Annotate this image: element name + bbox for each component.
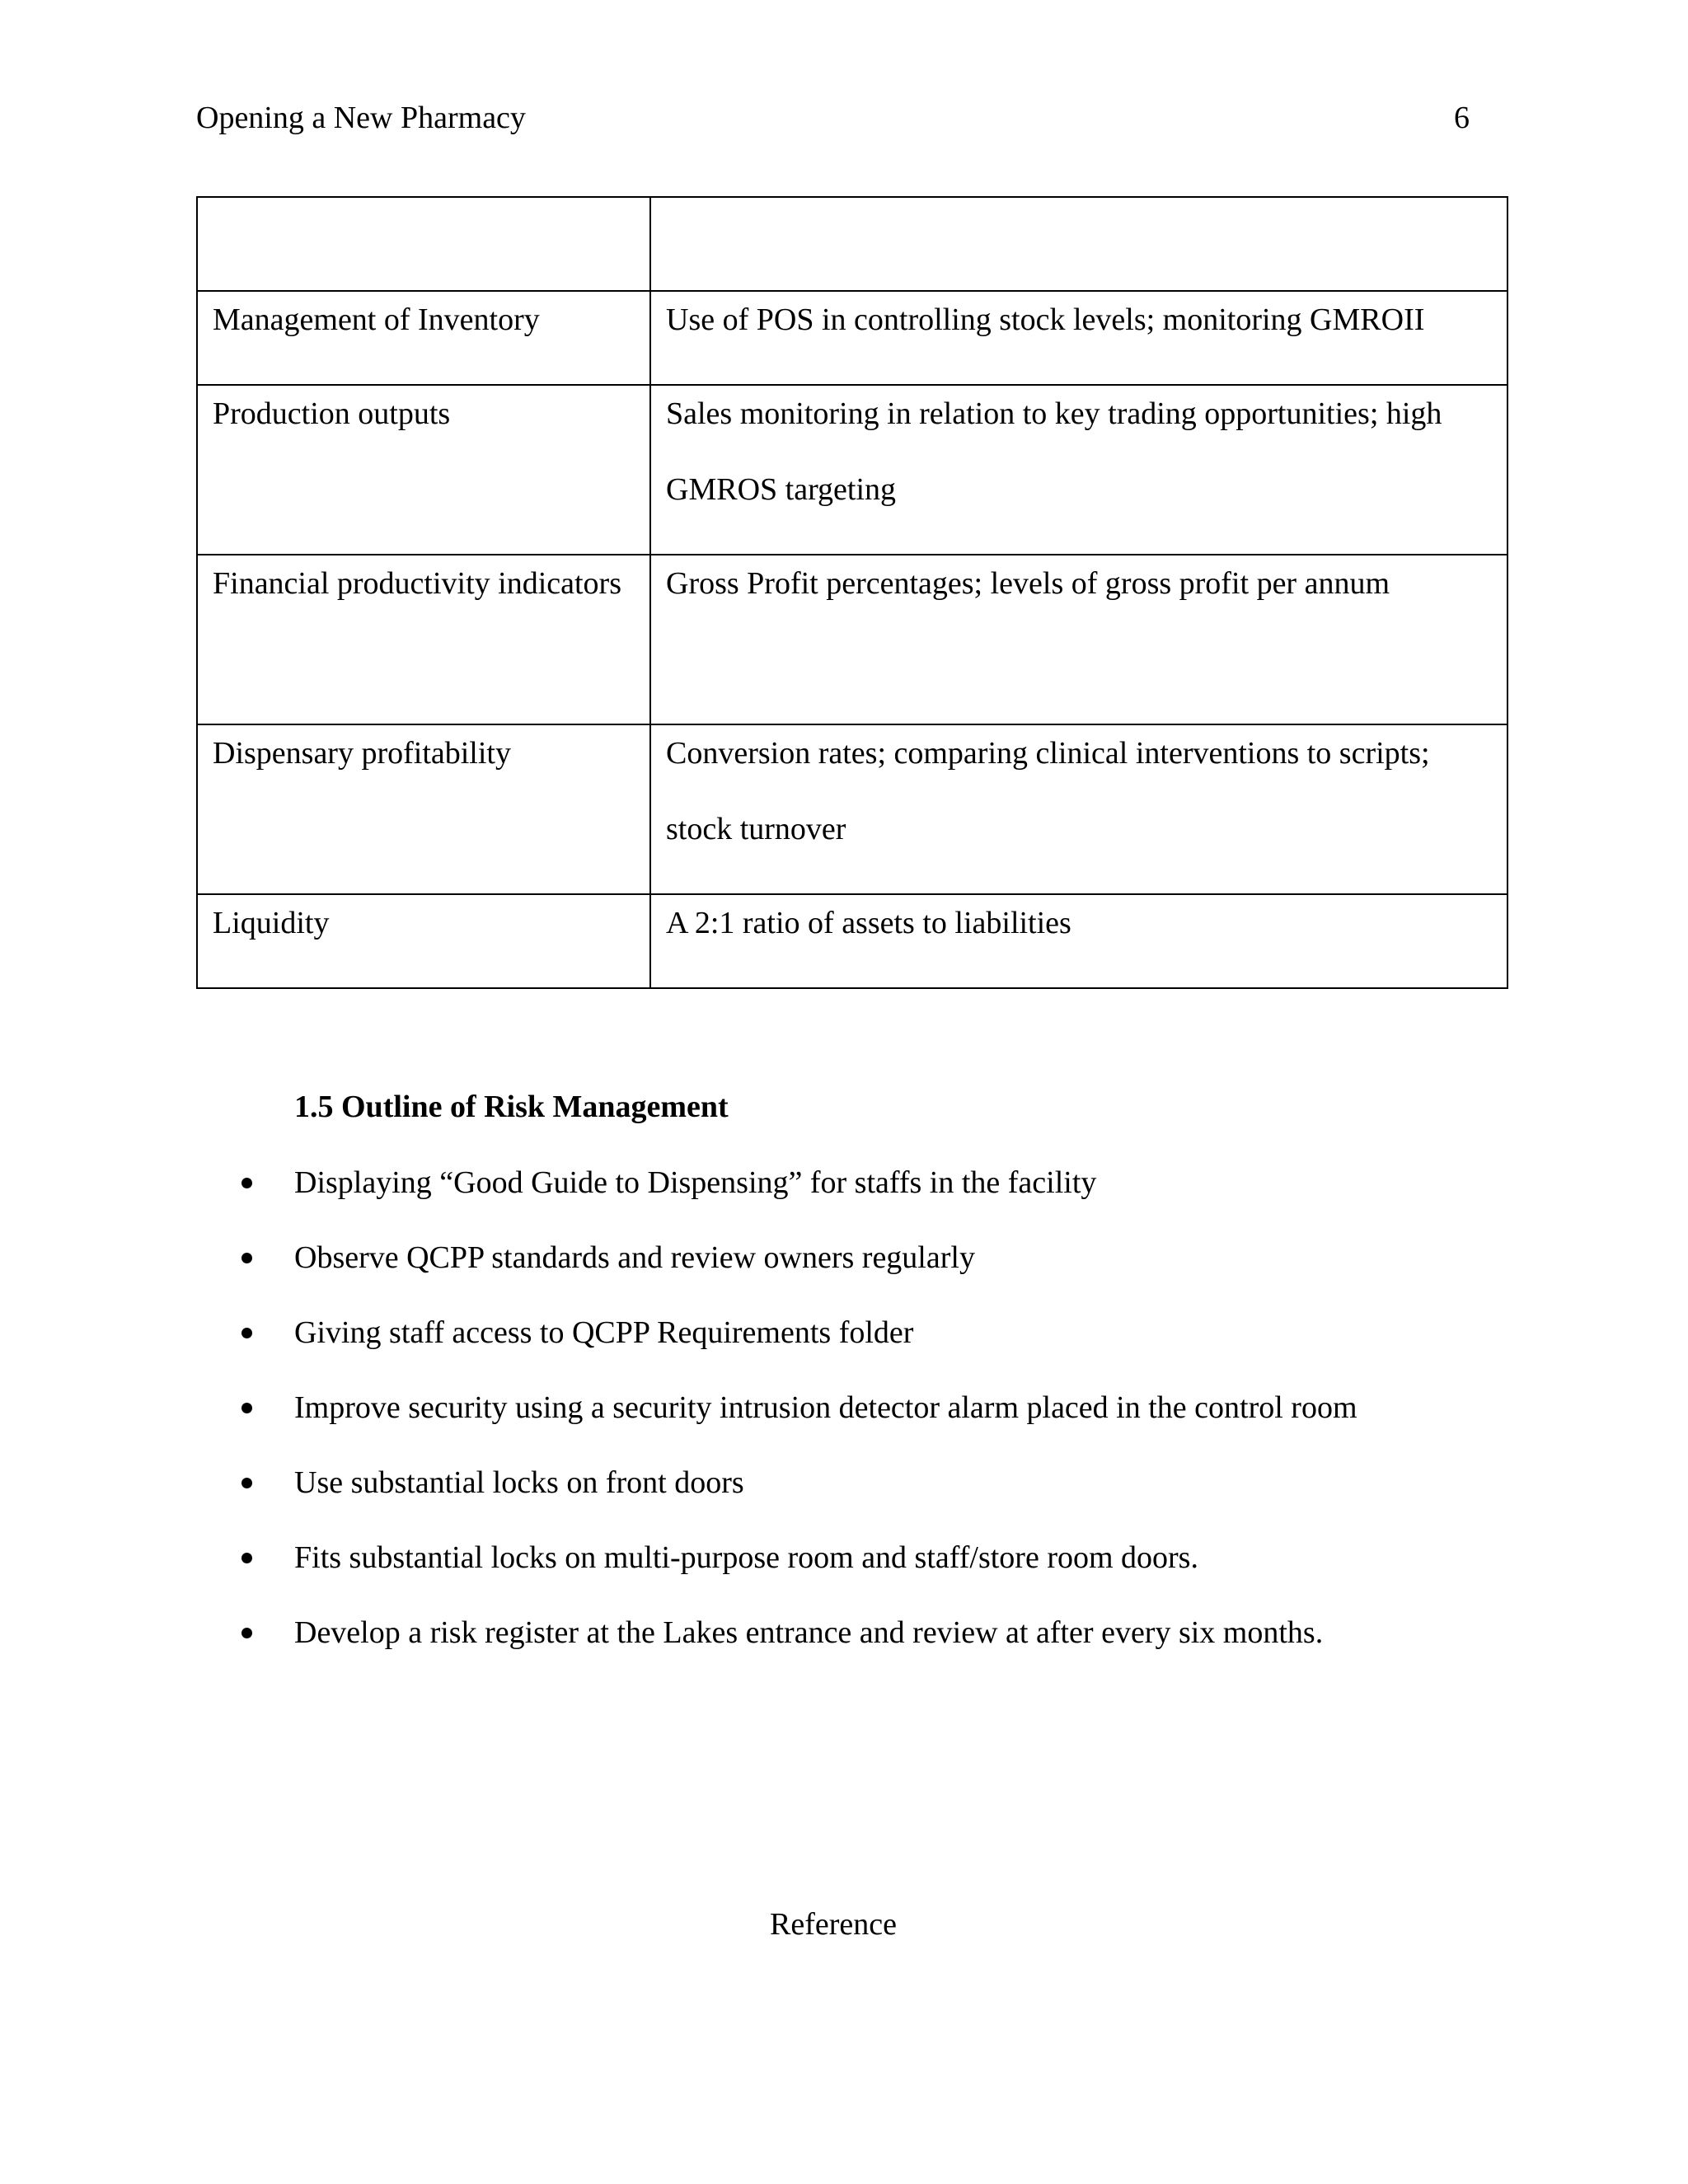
list-item-text: Use substantial locks on front doors bbox=[294, 1465, 744, 1500]
table-row bbox=[197, 724, 1507, 894]
bullet-icon bbox=[241, 1628, 252, 1638]
list-item-text: Improve security using a security intrusion detector alarm placed in the control room bbox=[294, 1390, 1357, 1425]
list-item bbox=[0, 1537, 1688, 1612]
table-cell-label bbox=[197, 197, 650, 291]
list-item-text: Displaying “Good Guide to Dispensing” for staffs in the facility bbox=[294, 1165, 1097, 1200]
list-item bbox=[0, 1387, 1688, 1462]
table-cell-label: Dispensary profitability bbox=[197, 724, 650, 894]
table-cell-label: Financial productivity indicators bbox=[197, 555, 650, 724]
table-row bbox=[197, 894, 1507, 988]
list-item bbox=[0, 1312, 1688, 1387]
table-cell-detail: Sales monitoring in relation to key trading opportunities; high GMROS targeting bbox=[650, 385, 1507, 555]
metrics-table bbox=[196, 196, 1508, 989]
list-item bbox=[0, 1162, 1688, 1237]
table-cell-label: Production outputs bbox=[197, 385, 650, 555]
list-item-text: Fits substantial locks on multi-purpose room and staff/store room doors. bbox=[294, 1540, 1198, 1575]
list-item bbox=[0, 1237, 1688, 1312]
table-cell-detail: A 2:1 ratio of assets to liabilities bbox=[650, 894, 1507, 988]
list-item bbox=[0, 1462, 1688, 1537]
table-cell-detail: Conversion rates; comparing clinical interventions to scripts; stock turnover bbox=[650, 724, 1507, 894]
table-row bbox=[197, 197, 1507, 291]
table-cell-detail bbox=[650, 197, 1507, 291]
list-item-text: Giving staff access to QCPP Requirements folder bbox=[294, 1315, 914, 1350]
bullet-icon bbox=[241, 1328, 252, 1338]
risk-management-list bbox=[0, 1162, 1688, 1687]
list-item bbox=[0, 1612, 1688, 1687]
table-cell-label: Liquidity bbox=[197, 894, 650, 988]
page-number: 6 bbox=[1454, 101, 1470, 135]
reference-heading: Reference bbox=[770, 1907, 897, 1942]
running-head: Opening a New Pharmacy bbox=[196, 101, 526, 135]
table-row bbox=[197, 291, 1507, 385]
bullet-icon bbox=[241, 1478, 252, 1488]
bullet-icon bbox=[241, 1403, 252, 1413]
table-cell-detail: Use of POS in controlling stock levels; monitoring GMROII bbox=[650, 291, 1507, 385]
bullet-icon bbox=[241, 1553, 252, 1563]
section-heading: 1.5 Outline of Risk Management bbox=[294, 1090, 729, 1124]
table-cell-label: Management of Inventory bbox=[197, 291, 650, 385]
list-item-text: Develop a risk register at the Lakes entrance and review at after every six months. bbox=[294, 1615, 1324, 1650]
list-item-text: Observe QCPP standards and review owners regularly bbox=[294, 1240, 975, 1275]
bullet-icon bbox=[241, 1178, 252, 1188]
bullet-icon bbox=[241, 1253, 252, 1263]
table-row bbox=[197, 385, 1507, 555]
table-cell-detail: Gross Profit percentages; levels of gross profit per annum bbox=[650, 555, 1507, 724]
page-header bbox=[196, 97, 1470, 138]
table-row bbox=[197, 555, 1507, 724]
